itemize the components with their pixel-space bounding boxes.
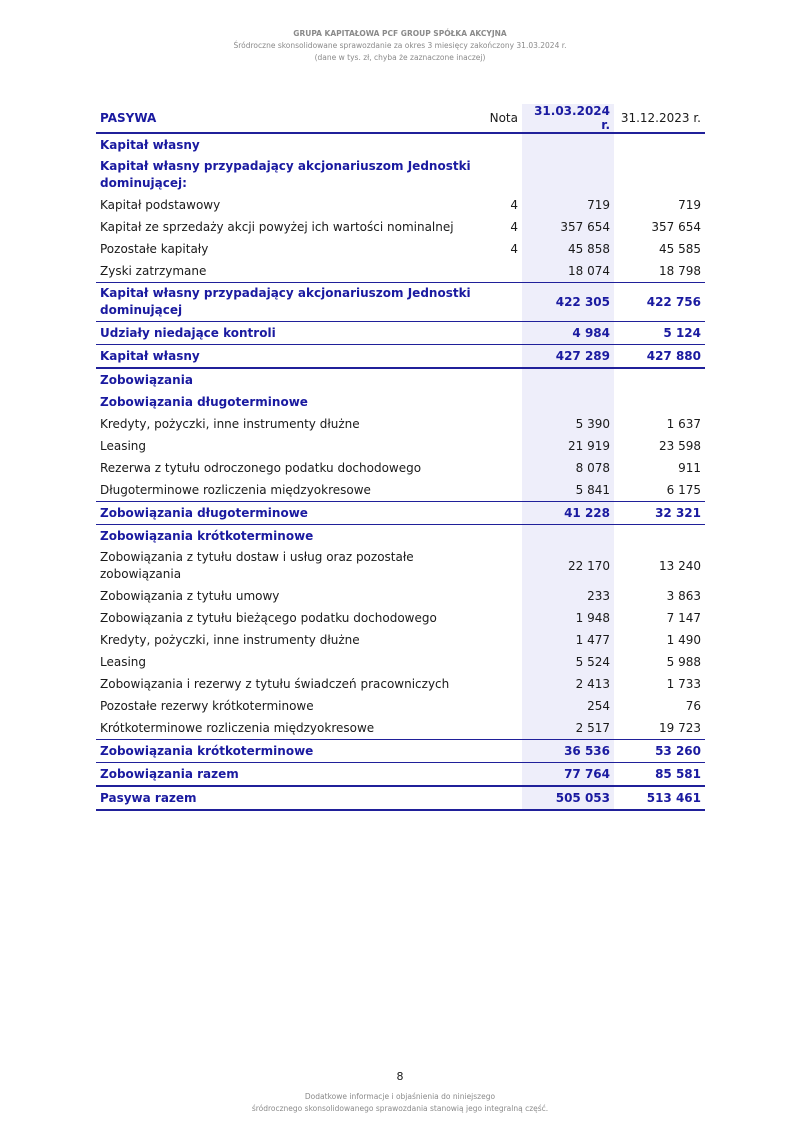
row-value-2023 [614, 525, 705, 548]
table-row [96, 651, 705, 673]
row-label: Rezerwa z tytułu odroczonego podatku dochodowego [100, 461, 422, 475]
table-row [96, 194, 705, 216]
row-label: Kapitał podstawowy [100, 198, 221, 212]
units-note: (dane w tys. zł, chyba że zaznaczone inaczej) [314, 53, 486, 62]
row-value-2024: 2 517 [522, 717, 614, 740]
row-value-2024 [522, 391, 614, 413]
table-row [96, 547, 705, 585]
row-note [478, 322, 522, 345]
row-note [478, 629, 522, 651]
row-note [478, 763, 522, 787]
row-note [478, 368, 522, 391]
row-value-2023: 1 637 [666, 417, 701, 431]
row-value-2024 [522, 368, 614, 391]
row-label: Zyski zatrzymane [100, 264, 207, 278]
row-note: 4 [510, 220, 518, 234]
row-value-2023: 719 [678, 198, 701, 212]
row-label: Długoterminowe rozliczenia międzyokresowe [100, 483, 371, 497]
row-label: Leasing [100, 655, 147, 669]
row-value-2023: 32 321 [614, 502, 705, 525]
row-label: Pozostałe rezerwy krótkoterminowe [100, 699, 314, 713]
row-value-2023: 76 [685, 699, 701, 713]
row-value-2023: 7 147 [666, 611, 701, 625]
table-row [96, 607, 705, 629]
table-row [96, 740, 705, 763]
row-value-2023 [614, 156, 705, 194]
row-label: Kapitał własny [100, 138, 200, 152]
row-note [478, 786, 522, 810]
row-value-2023: 6 175 [666, 483, 701, 497]
row-value-2024: 8 078 [522, 457, 614, 479]
row-value-2024: 41 228 [522, 502, 614, 525]
table-row [96, 457, 705, 479]
row-label: Zobowiązania krótkoterminowe [100, 529, 314, 543]
row-label: Zobowiązania z tytułu bieżącego podatku dochodowego [100, 611, 437, 625]
row-note [478, 435, 522, 457]
row-note [478, 525, 522, 548]
row-value-2024: 18 074 [522, 260, 614, 283]
row-label: Kredyty, pożyczki, inne instrumenty dłużne [100, 417, 360, 431]
row-value-2023: 85 581 [614, 763, 705, 787]
table-row [96, 585, 705, 607]
row-value-2023 [614, 391, 705, 413]
row-label: Zobowiązania i rezerwy z tytułu świadczeń pracowniczych [100, 677, 450, 691]
row-value-2023: 45 585 [659, 242, 701, 256]
row-value-2024: 1 477 [522, 629, 614, 651]
table-row [96, 525, 705, 548]
row-note [478, 413, 522, 435]
row-note: 4 [510, 198, 518, 212]
row-value-2023: 18 798 [659, 264, 701, 278]
table-row [96, 786, 705, 810]
row-value-2023: 911 [678, 461, 701, 475]
row-label: Zobowiązania z tytułu umowy [100, 589, 280, 603]
column-header-label: PASYWA [96, 104, 478, 133]
row-value-2024 [522, 133, 614, 156]
row-value-2024 [522, 525, 614, 548]
row-value-2023: 13 240 [659, 558, 701, 573]
row-note [478, 740, 522, 763]
row-label: Zobowiązania [100, 373, 193, 387]
liabilities-table [96, 104, 705, 811]
row-note [478, 156, 522, 194]
row-value-2024: 22 170 [522, 547, 614, 585]
table-header-row [96, 104, 705, 133]
row-value-2024: 21 919 [522, 435, 614, 457]
column-header-note: Nota [478, 104, 522, 133]
column-header-2024: 31.03.2024 r. [522, 104, 614, 133]
table-row [96, 238, 705, 260]
row-value-2023: 1 733 [666, 677, 701, 691]
table-row [96, 435, 705, 457]
row-value-2023 [614, 133, 705, 156]
row-value-2023: 19 723 [659, 721, 701, 735]
row-note [478, 391, 522, 413]
report-title: Śródroczne skonsolidowane sprawozdanie za okres 3 miesięcy zakończony 31.03.2024 r. [233, 41, 567, 50]
row-note [478, 651, 522, 673]
row-note [478, 260, 522, 283]
row-note [478, 585, 522, 607]
row-note [478, 345, 522, 369]
row-value-2023: 513 461 [614, 786, 705, 810]
row-label: Kredyty, pożyczki, inne instrumenty dłużne [100, 633, 360, 647]
row-note [478, 133, 522, 156]
row-label: Zobowiązania z tytułu dostaw i usług oraz pozostałe zobowiązania [100, 550, 414, 581]
row-value-2024: 2 413 [522, 673, 614, 695]
row-value-2024 [522, 156, 614, 194]
table-row [96, 629, 705, 651]
row-note [478, 502, 522, 525]
row-label: Kapitał ze sprzedaży akcji powyżej ich wartości nominalnej [100, 220, 454, 234]
company-name: GRUPA KAPITAŁOWA PCF GROUP SPÓŁKA AKCYJNA [293, 29, 507, 38]
row-value-2024: 427 289 [522, 345, 614, 369]
row-label: Pozostałe kapitały [100, 242, 209, 256]
row-value-2023: 5 124 [614, 322, 705, 345]
row-value-2023 [614, 368, 705, 391]
row-note [478, 547, 522, 585]
table-row [96, 156, 705, 194]
row-value-2024: 719 [522, 194, 614, 216]
row-note: 4 [510, 242, 518, 256]
column-header-2023: 31.12.2023 r. [614, 104, 705, 133]
row-note [478, 695, 522, 717]
row-value-2024: 45 858 [522, 238, 614, 260]
row-note [478, 717, 522, 740]
row-value-2024: 254 [522, 695, 614, 717]
row-label: Zobowiązania długoterminowe [96, 502, 478, 525]
row-note [478, 457, 522, 479]
table-row [96, 502, 705, 525]
row-label: Udziały niedające kontroli [96, 322, 478, 345]
row-note [478, 607, 522, 629]
row-value-2024: 5 841 [522, 479, 614, 502]
row-note [478, 673, 522, 695]
row-note [478, 479, 522, 502]
row-value-2024: 4 984 [522, 322, 614, 345]
row-label: Leasing [100, 439, 147, 453]
row-label: Kapitał własny [96, 345, 478, 369]
row-value-2024: 422 305 [522, 283, 614, 322]
footer-line-1: Dodatkowe informacje i objaśnienia do niniejszego [304, 1092, 496, 1101]
row-note [478, 283, 522, 322]
table-row [96, 413, 705, 435]
row-value-2023: 1 490 [666, 633, 701, 647]
table-row [96, 717, 705, 740]
table-row [96, 673, 705, 695]
table-row [96, 391, 705, 413]
row-value-2023: 5 988 [666, 655, 701, 669]
row-value-2024: 233 [522, 585, 614, 607]
row-value-2023: 3 863 [666, 589, 701, 603]
table-row [96, 283, 705, 322]
row-value-2024: 5 524 [522, 651, 614, 673]
table-row [96, 368, 705, 391]
row-value-2024: 357 654 [522, 216, 614, 238]
row-label: Pasywa razem [96, 786, 478, 810]
table-row [96, 695, 705, 717]
row-value-2023: 357 654 [651, 220, 701, 234]
row-label: Zobowiązania długoterminowe [100, 395, 308, 409]
table-row [96, 216, 705, 238]
row-value-2024: 1 948 [522, 607, 614, 629]
row-value-2023: 23 598 [659, 439, 701, 453]
row-value-2024: 77 764 [522, 763, 614, 787]
row-value-2024: 5 390 [522, 413, 614, 435]
footer-line-2: śródrocznego skonsolidowanego sprawozdania stanowią jego integralną część. [251, 1104, 549, 1113]
page-number: 8 [396, 1070, 404, 1083]
table-row [96, 133, 705, 156]
row-value-2023: 427 880 [614, 345, 705, 369]
table-row [96, 479, 705, 502]
row-value-2024: 36 536 [522, 740, 614, 763]
table-row [96, 763, 705, 787]
table-row [96, 260, 705, 283]
table-row [96, 322, 705, 345]
table-row [96, 345, 705, 369]
row-label: Zobowiązania razem [96, 763, 478, 787]
row-value-2023: 53 260 [614, 740, 705, 763]
row-label: Kapitał własny przypadający akcjonariuszom Jednostki dominującej [96, 283, 478, 322]
row-label: Kapitał własny przypadający akcjonariuszom Jednostki dominującej: [100, 159, 471, 190]
row-value-2024: 505 053 [522, 786, 614, 810]
row-label: Zobowiązania krótkoterminowe [96, 740, 478, 763]
row-label: Krótkoterminowe rozliczenia międzyokresowe [100, 721, 375, 735]
row-value-2023: 422 756 [614, 283, 705, 322]
